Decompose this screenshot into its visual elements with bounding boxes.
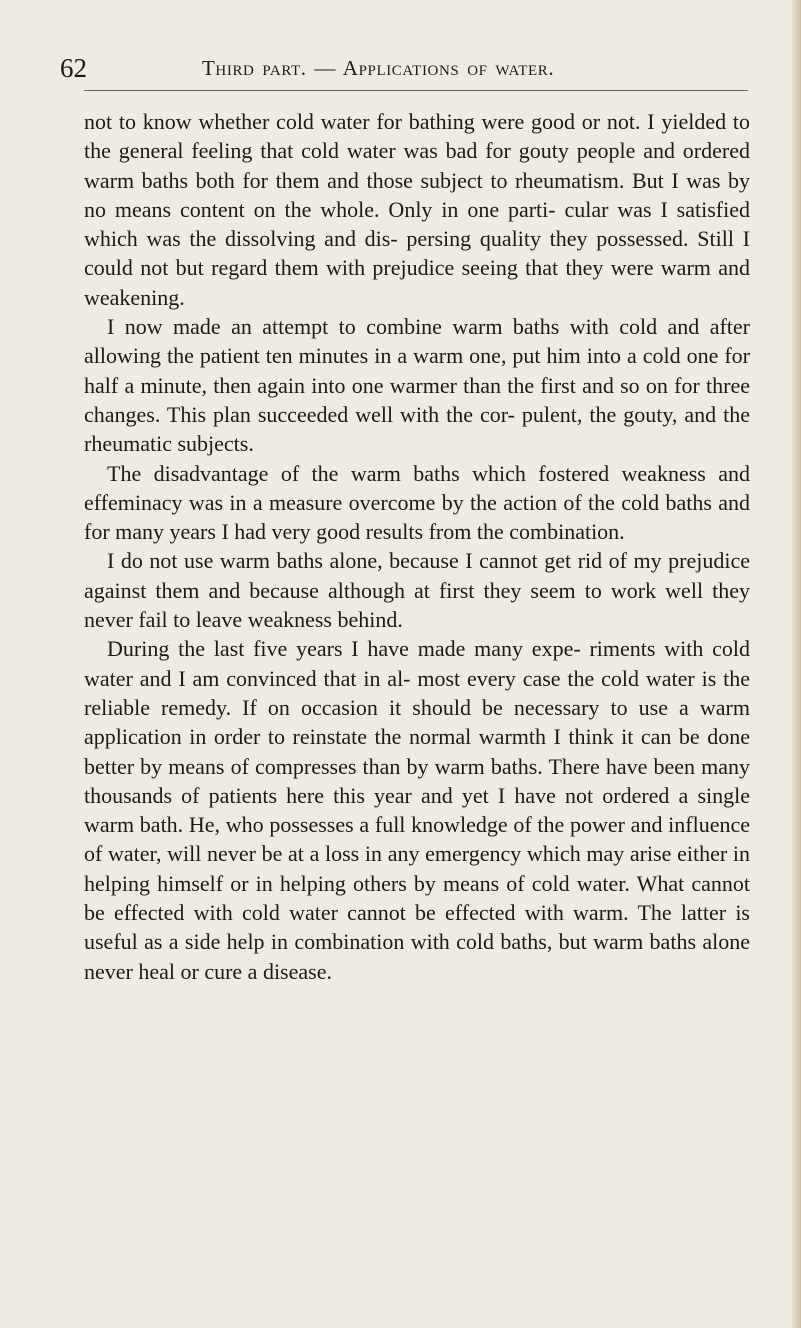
paragraph: During the last five years I have made many expe- riments with cold water and I am convinced that in al- most every case the cold water is the reliable remedy. If on occasion it should be necessary to use a warm application in order to reinstate the normal warmth I think it can be done better by means of compresses than by warm baths. There have been many thousands of patients here this year and yet I have not ordered a single warm bath. He, who possesses a full knowledge of the power and influence of water, will never be at a loss in any emergency which may arise either in helping himself or in helping others by means of cold water. What cannot be effected with cold water cannot be effected with warm. The latter is useful as a side help in combination with cold baths, but warm baths alone never heal or cure a disease. — [84, 636, 750, 984]
page-number: 62 — [60, 53, 87, 83]
header-rule — [84, 90, 748, 91]
paragraph: not to know whether cold water for bathing were good or not. I yielded to the general feeling that cold water was bad for gouty people and ordered warm baths both for them and those subject to rheumatism. But I was by no means content on the whole. Only in one parti- cular was I satisfied which was the dissolving and dis- persing quality they possessed. Still I could not but regard them with prejudice seeing that they were warm and weakening. — [84, 109, 750, 310]
page-edge — [792, 0, 801, 1328]
paragraph: The disadvantage of the warm baths which fostered weakness and effeminacy was in a measure overcome by the action of the cold baths and for many years I had very good results from the combination. — [84, 460, 750, 545]
running-title: Third part. — Applications of water. — [202, 56, 555, 80]
paragraph: I now made an attempt to combine warm baths with cold and after allowing the patient ten minutes in a warm one, put him into a cold one for half a minute, then again into one warmer than the first and so on for three changes. This plan succeeded well with the cor- pulent, the gouty, and the rheumatic subjects. — [84, 314, 750, 457]
body-text — [84, 107, 750, 986]
running-head — [60, 51, 750, 85]
paragraph: I do not use warm baths alone, because I cannot get rid of my prejudice against them and because although at first they seem to work well they never fail to leave weakness behind. — [84, 548, 750, 633]
